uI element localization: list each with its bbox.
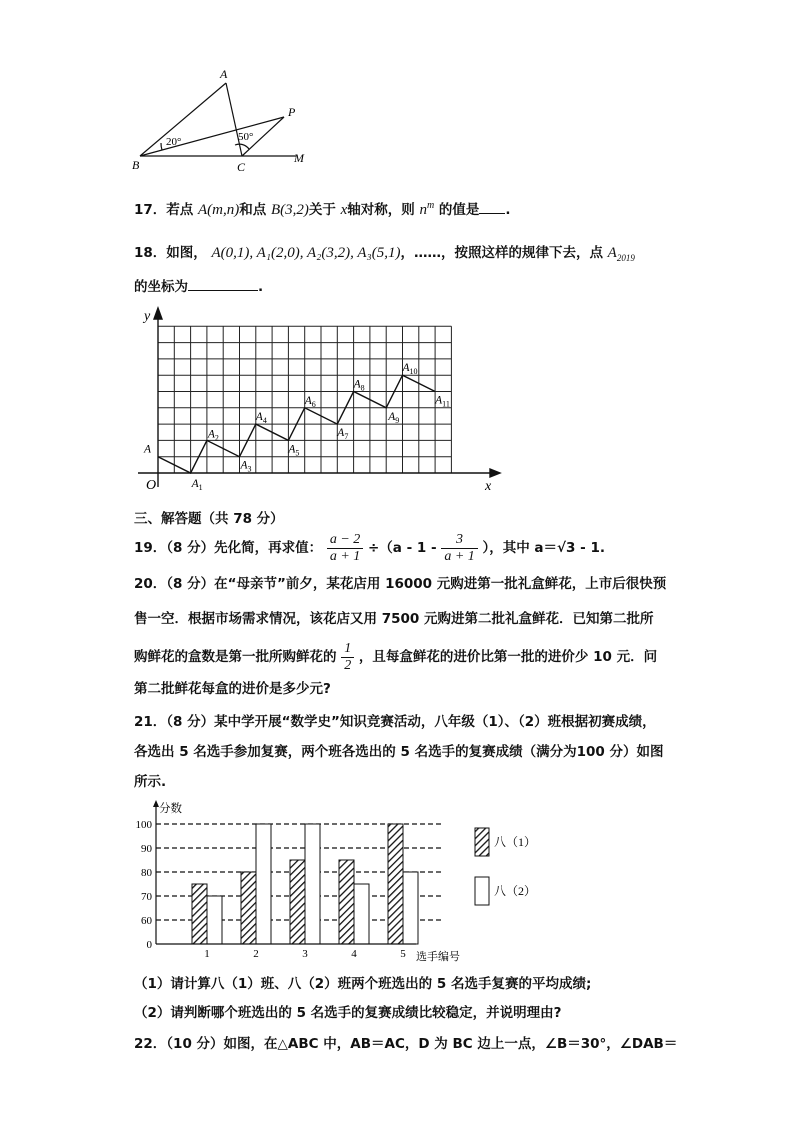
question-19: 19．（8 分）先化简，再求值： $\frac{a - 2}{a + 1}$ ÷（a - 1 - $\frac{3}{a + 1}$ ），其中 a＝√3 - 1. xyxy=(134,531,605,564)
chart-y-tick: 60 xyxy=(141,915,152,927)
fraction-2: $\frac{3}{a + 1}$ xyxy=(441,532,477,565)
origin-label: O xyxy=(146,478,157,493)
x-axis-arrow xyxy=(490,469,500,477)
triangle-figure xyxy=(126,64,326,179)
question-21-line2: 各选出 5 名选手参加复赛，两个班各选出的 5 名选手的复赛成绩（满分为100 分）如图 xyxy=(134,744,664,760)
angle-c-arc xyxy=(235,144,249,149)
point-label-a8: $A_8$ xyxy=(353,378,365,393)
chart-x-label: 选手编号 xyxy=(416,951,460,963)
bar-class2-player1 xyxy=(207,896,222,944)
answer-blank-17 xyxy=(479,199,505,214)
legend-swatch-class1 xyxy=(475,828,489,856)
point-sequence: A(0,1), A₁(2,0), A₂(3,2), A₃(5,1) xyxy=(211,245,401,261)
bar-class1-player1 xyxy=(192,884,207,944)
question-20-line1: 20．（8 分）在“母亲节”前夕，某花店用 16000 元购进第一批礼盒鲜花，上市后很快预 xyxy=(134,576,667,592)
point-label-a6: $A_6$ xyxy=(304,394,316,409)
chart-x-tick: 3 xyxy=(302,948,308,960)
question-17: 17．若点 A(m,n)和点 B(3,2)关于 x轴对称，则 $n^m$ 的值是 . xyxy=(134,200,511,218)
bar-class2-player2 xyxy=(256,824,271,944)
section-3-title: 三、解答题（共 78 分） xyxy=(134,511,284,527)
point-label-a7: $A_7$ xyxy=(337,427,349,442)
question-22: 22．（10 分）如图，在△ABC 中，AB＝AC，D 为 BC 边上一点，∠B＝30°，∠DAB＝ xyxy=(134,1036,678,1052)
chart-x-tick: 1 xyxy=(204,948,210,960)
bar-class1-player4 xyxy=(339,860,354,944)
fraction-half: $\frac{1}{2}$ xyxy=(341,641,354,674)
point-label-a1: $A_1$ xyxy=(191,478,203,492)
y-axis-label: y xyxy=(144,309,151,324)
legend-label-class2: 八（2） xyxy=(494,884,537,898)
bar-class1-player5 xyxy=(388,824,403,944)
chart-y-tick: 100 xyxy=(135,819,152,831)
point-a: A(m,n) xyxy=(198,202,240,218)
question-18-line2: 的坐标为 . xyxy=(134,276,263,297)
question-21-sub2: （2）请判断哪个班选出的 5 名选手的复赛成绩比较稳定，并说明理由? xyxy=(134,1005,562,1021)
chart-y-tick: 80 xyxy=(141,867,152,879)
question-20-line3: 购鲜花的盒数是第一批所购鲜花的 $\frac{1}{2}$ ，且每盒鲜花的进价比第一批的进价少 10 元．问 xyxy=(134,640,658,673)
label-b: B xyxy=(132,158,140,172)
chart-x-tick: 2 xyxy=(253,948,259,960)
bar-class2-player3 xyxy=(305,824,320,944)
score-bar-chart xyxy=(126,798,546,966)
answer-blank-18 xyxy=(188,276,258,291)
chart-y-tick: 0 xyxy=(146,939,152,951)
fraction-1: $\frac{a - 2}{a + 1}$ xyxy=(327,532,363,565)
angle-b-arc xyxy=(161,143,162,150)
segment-ba xyxy=(140,83,226,156)
label-a: A xyxy=(220,67,228,81)
chart-y-tick: 70 xyxy=(141,891,152,903)
chart-x-tick: 4 xyxy=(351,948,357,960)
point-label-a9: $A_9$ xyxy=(388,410,400,425)
point-label-a11: $A_{11}$ xyxy=(435,394,450,409)
y-axis-arrow xyxy=(154,308,162,319)
grid-figure xyxy=(138,302,508,498)
chart-y-tick: 90 xyxy=(141,843,152,855)
label-p: P xyxy=(288,105,296,119)
question-21-line3: 所示. xyxy=(134,774,167,790)
label-m: M xyxy=(294,151,304,165)
angle-c-label: 50° xyxy=(238,131,254,143)
question-18: 18．如图， A(0,1), A₁(2,0), A₂(3,2), A₃(5,1)，……，按照这样的规律下去，点 $A_{2019}$ xyxy=(134,245,635,263)
question-20-line2: 售一空．根据市场需求情况，该花店又用 7500 元购进第二批礼盒鲜花．已知第二批所 xyxy=(134,611,654,627)
question-20-line4: 第二批鲜花每盒的进价是多少元? xyxy=(134,681,331,697)
angle-b-label: 20° xyxy=(166,136,182,148)
point-label-a10: $A_{10}$ xyxy=(402,362,418,377)
chart-x-tick: 5 xyxy=(400,948,406,960)
question-21-line1: 21．（8 分）某中学开展“数学史”知识竞赛活动，八年级（1）、（2）班根据初赛成绩， xyxy=(134,714,656,730)
point-label-a4: $A_4$ xyxy=(255,411,267,426)
point-b: B(3,2) xyxy=(270,202,309,218)
chart-y-label: 分数 xyxy=(159,803,182,815)
point-label-a: A xyxy=(144,443,152,456)
legend-label-class1: 八（1） xyxy=(494,835,537,849)
segment-ac xyxy=(226,83,242,156)
bar-class2-player4 xyxy=(354,884,369,944)
legend-swatch-class2 xyxy=(475,877,489,905)
label-c: C xyxy=(237,160,246,174)
x-axis-label: x xyxy=(485,479,492,494)
point-label-a3: $A_3$ xyxy=(240,459,252,474)
bar-class2-player5 xyxy=(403,872,418,944)
point-label-a5: $A_5$ xyxy=(288,443,300,458)
bar-class1-player3 xyxy=(290,860,305,944)
question-21-sub1: （1）请计算八（1）班、八（2）班两个班选出的 5 名选手复赛的平均成绩; xyxy=(134,976,592,992)
bar-class1-player2 xyxy=(241,872,256,944)
point-label-a2: $A_2$ xyxy=(207,428,219,443)
